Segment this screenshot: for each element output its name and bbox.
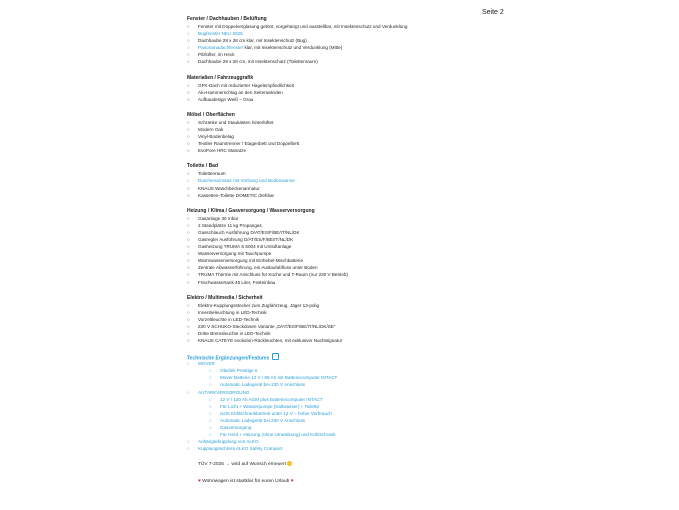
list-item — [187, 133, 547, 140]
section-heading: Heizung / Klima / Gasversorgung / Wasserversorgung — [187, 207, 315, 214]
item-text: Zentrale Abwasserführung, ein Auslaufabfluss unter Boden — [198, 265, 318, 271]
item-text: Warmwasserversorgung mit Einhebel-Mischbatterie — [198, 258, 304, 264]
item-text: Wasserversorgung mit Tauchpumpe — [198, 251, 272, 257]
tuv-note: → wird auf Wunsch erneuert — [225, 462, 288, 468]
item-text: Dritte Bremsleuchte in LED-Technik — [198, 331, 271, 336]
item-text[interactable]: Gasversorgung — [220, 425, 252, 431]
bullet-circle-icon: ○ — [187, 96, 190, 102]
list-item — [187, 302, 547, 309]
gear-emoji-icon — [272, 353, 279, 360]
list-item — [187, 381, 547, 388]
list-item — [187, 229, 547, 236]
item-text: Innenbeleuchtung in LED-Technik — [198, 309, 267, 315]
bullet-circle-icon: ○ — [187, 171, 190, 177]
bullet-circle-icon: ○ — [187, 222, 190, 228]
list-item — [187, 222, 547, 229]
list-item — [187, 58, 547, 65]
item-text: Kassetten-Toilette DOMETIC drehbar — [198, 192, 275, 198]
list-item — [187, 367, 547, 374]
heart-icon: ♥ — [290, 479, 294, 485]
bullet-circle-icon: ○ — [187, 272, 190, 278]
list-item — [187, 126, 547, 133]
item-text: KNAUS Waschbeckenarmatur — [198, 185, 260, 191]
item-text: 2 Standplätze 11 kg Propangas — [198, 222, 262, 228]
bullet-circle-icon: ○ — [209, 368, 212, 374]
item-text: Pilzlüfter, im Heck — [198, 52, 235, 58]
document-body — [187, 16, 547, 486]
item-text[interactable]: nicht Kühlschrankbetrieb unter 12 V – hoher Verbrauch — [220, 410, 332, 416]
item-text[interactable]: MOVER — [198, 361, 215, 367]
section-spacer — [187, 199, 547, 208]
item-text: EvoPore HRC Matratze — [198, 148, 246, 154]
list-item — [187, 438, 547, 445]
item-text: GFK-Dach mit reduzierter Hagelempfindlichkeit — [198, 82, 294, 88]
bullet-circle-icon: ○ — [209, 432, 212, 438]
item-text: KNAUS CATEYE evolution-Rückleuchten, mit exklusiver Nachtsignatur — [198, 338, 343, 344]
item-text: klar, mit Insektenschutz und Verdunklung (Mitte) — [243, 45, 343, 51]
item-text: Elektro-Kupplungsstecker zum Zugfahrzeug, Jäger 13-polig — [198, 302, 320, 308]
bullet-circle-icon: ○ — [209, 410, 212, 416]
tuv-label: TÜV 7-2025 — [198, 462, 226, 468]
smiley-icon — [287, 461, 292, 466]
bullet-circle-icon: ○ — [187, 279, 190, 285]
list-item — [187, 271, 547, 278]
section-spacer — [187, 103, 547, 112]
item-text: Frischwassertank 45 Liter, Festeinbau — [198, 279, 276, 285]
bullet-circle-icon: ○ — [209, 375, 212, 381]
item-text: Dachhaube 28 x 28 cm, mit Insektenschutz (Toilettenraum) — [198, 59, 318, 65]
bullet-circle-icon: ○ — [187, 236, 190, 242]
item-text: Vinyl-Bodenbelag — [198, 134, 234, 140]
bullet-circle-icon: ○ — [187, 82, 190, 88]
bullet-circle-icon: ○ — [187, 31, 190, 37]
section-spacer — [187, 154, 547, 163]
bullet-circle-icon: ○ — [187, 331, 190, 336]
list-item — [187, 177, 547, 184]
bullet-circle-icon: ○ — [209, 425, 212, 431]
section-spacer — [187, 286, 547, 295]
bullet-circle-icon: ○ — [187, 52, 190, 58]
item-text[interactable]: Für Herd + Heizung (ohne Umwälzung) und Kühlschrank — [220, 432, 336, 438]
list-item — [187, 37, 547, 44]
bullet-circle-icon: ○ — [187, 316, 190, 322]
bullet-circle-icon: ○ — [187, 229, 190, 235]
item-text: Fenster mit Doppelverglasung getönt, vorgehängt und ausstellbar, mit Insektenschutz und Verdunklung — [198, 24, 408, 29]
item-text: Toilettenraum — [198, 171, 226, 177]
item-text[interactable]: Für Licht + Wasserpumpe (Kaltwasser) + Toilette — [220, 403, 320, 409]
section-spacer — [187, 66, 547, 75]
bullet-circle-icon: ○ — [187, 38, 190, 44]
section-spacer — [187, 344, 547, 353]
section-heading: Toilette / Bad — [187, 163, 219, 170]
item-text[interactable]: Anhängerkupplung von ALKO — [198, 439, 259, 445]
list-item — [187, 410, 547, 417]
item-text: Gasheizung TRUMA S 5004 mit Umluftanlage — [198, 244, 292, 250]
bullet-circle-icon: ○ — [187, 45, 190, 51]
item-text: 230 V SCHUKO-Steckdosen Variante „D/AT/ES/F/BE/IT/NL/DK/SE“ — [198, 323, 336, 329]
item-text[interactable]: 12 V / 120 Ah AGM plus Batteriecomputer INTACT — [220, 396, 323, 402]
bullet-circle-icon: ○ — [187, 134, 190, 140]
list-item — [187, 96, 547, 103]
bullet-circle-icon: ○ — [187, 265, 190, 271]
item-link-text[interactable]: Panoramadachfenster — [198, 45, 244, 51]
item-text: Vorzeltleuchte in LED-Technik — [198, 316, 260, 322]
list-item — [187, 264, 547, 271]
bullet-circle-icon: ○ — [187, 89, 190, 95]
list-item — [187, 337, 547, 344]
list-item — [187, 431, 547, 438]
bullet-circle-icon: ○ — [187, 323, 190, 329]
bullet-circle-icon: ○ — [187, 361, 190, 367]
item-text: Gasschlauch Ausführung D/AT/ES/F/BE/IT/NL/DK — [198, 229, 300, 235]
list-item — [187, 44, 547, 51]
bullet-circle-icon: ○ — [187, 148, 190, 154]
list-item — [187, 309, 547, 316]
bullet-circle-icon: ○ — [187, 178, 190, 184]
section-spacer — [187, 469, 547, 478]
item-text: Aufbaudesign Weiß – Grau — [198, 96, 254, 102]
list-item — [187, 316, 547, 323]
bullet-circle-icon: ○ — [187, 338, 190, 344]
list-item — [187, 30, 547, 37]
item-text[interactable]: Mover Batterie 12 V / 85 Ah mit Batteriecomputer INTACT — [220, 375, 338, 381]
item-text: Schränke und Staukästen hinterlüftet — [198, 119, 274, 125]
list-item — [187, 119, 547, 126]
bullet-circle-icon: ○ — [187, 24, 190, 29]
bullet-circle-icon: ○ — [187, 439, 190, 445]
section-heading: Fenster / Dachhauben / Belüftung — [187, 16, 267, 22]
list-item — [187, 424, 547, 431]
bullet-circle-icon: ○ — [187, 185, 190, 191]
list-item — [187, 257, 547, 264]
item-text: Textiler Raumtrenner / Etagenbett und Doppelbett — [198, 141, 300, 147]
list-item — [187, 445, 547, 452]
item-text: TRUMA Therme mit Anschluss für Küche und T-Raum (nur 230 V Betrieb) — [198, 272, 348, 278]
list-item — [187, 82, 547, 89]
bullet-circle-icon: ○ — [187, 258, 190, 264]
item-text: Modern Oak — [198, 126, 224, 132]
footer-text: Wohnwagen ist startklar für euren Urlaub — [202, 479, 291, 485]
list-item — [187, 140, 547, 147]
bullet-circle-icon: ○ — [187, 446, 190, 452]
list-item — [187, 236, 547, 243]
item-text: Gasregler Ausführung D/AT/ES/F/BE/IT/NL/DK — [198, 236, 294, 242]
list-item — [187, 51, 547, 58]
list-item — [187, 89, 547, 96]
footer-line — [187, 478, 547, 486]
list-item — [187, 23, 547, 30]
bullet-circle-icon: ○ — [187, 302, 190, 308]
item-text: Alu-Hammerschlag an den Seitenwänden — [198, 89, 283, 95]
tuv-line — [187, 461, 547, 469]
item-text: Dachhaube 28 x 28 cm klar, mit Insektenschutz (Bug) — [198, 38, 307, 44]
item-text[interactable]: Obelink Prestige II — [220, 368, 258, 374]
list-item — [187, 323, 547, 330]
bullet-circle-icon: ○ — [187, 141, 190, 147]
list-item — [187, 170, 547, 177]
list-item — [187, 192, 547, 199]
item-text[interactable]: Bugfenster NEU 2025 — [198, 31, 243, 37]
bullet-circle-icon: ○ — [187, 126, 190, 132]
tech-heading: Technische Ergänzungen/Features — [187, 353, 547, 360]
section-spacer — [187, 452, 547, 461]
list-item — [187, 360, 547, 367]
list-item — [187, 330, 547, 337]
heart-icon: ♥ — [198, 479, 203, 485]
bullet-circle-icon: ○ — [187, 215, 190, 221]
list-item — [187, 185, 547, 192]
item-text[interactable]: Duschenarmatur mit Vorhang und Bodenwanne — [198, 178, 295, 184]
list-item — [187, 374, 547, 381]
list-item — [187, 403, 547, 410]
bullet-circle-icon: ○ — [209, 417, 212, 423]
bullet-circle-icon: ○ — [209, 382, 212, 388]
list-item — [187, 250, 547, 257]
bullet-circle-icon: ○ — [209, 396, 212, 402]
section-heading: Elektro / Multimedia / Sicherheit — [187, 294, 263, 301]
item-text[interactable]: AUTARKVERSORGUNG — [198, 389, 250, 395]
section-heading: Möbel / Oberflächen — [187, 111, 235, 118]
list-item — [187, 215, 547, 222]
bullet-circle-icon: ○ — [187, 119, 190, 125]
bullet-circle-icon: ○ — [187, 309, 190, 315]
list-item — [187, 243, 547, 250]
item-text[interactable]: Automatic Ladegerät bei 230 V Anschluss — [220, 417, 306, 423]
bullet-circle-icon: ○ — [187, 192, 190, 198]
bullet-circle-icon: ○ — [209, 403, 212, 409]
bullet-circle-icon: ○ — [187, 59, 190, 65]
item-text[interactable]: Automatic Ladegerät bei 230 V Anschluss — [220, 382, 306, 388]
item-text: Gasanlage 30 mbar — [198, 215, 239, 221]
bullet-circle-icon: ○ — [187, 389, 190, 395]
list-item — [187, 279, 547, 286]
list-item — [187, 417, 547, 424]
page-number: Seite 2 — [482, 9, 504, 16]
section-heading: Materialien / Fahrzeuggrafik — [187, 74, 254, 81]
list-item — [187, 147, 547, 154]
bullet-circle-icon: ○ — [187, 244, 190, 250]
list-item — [187, 396, 547, 403]
list-item — [187, 389, 547, 396]
bullet-circle-icon: ○ — [187, 251, 190, 257]
item-text[interactable]: Kupplungsschloss ALKO Safety Compact — [198, 446, 283, 452]
